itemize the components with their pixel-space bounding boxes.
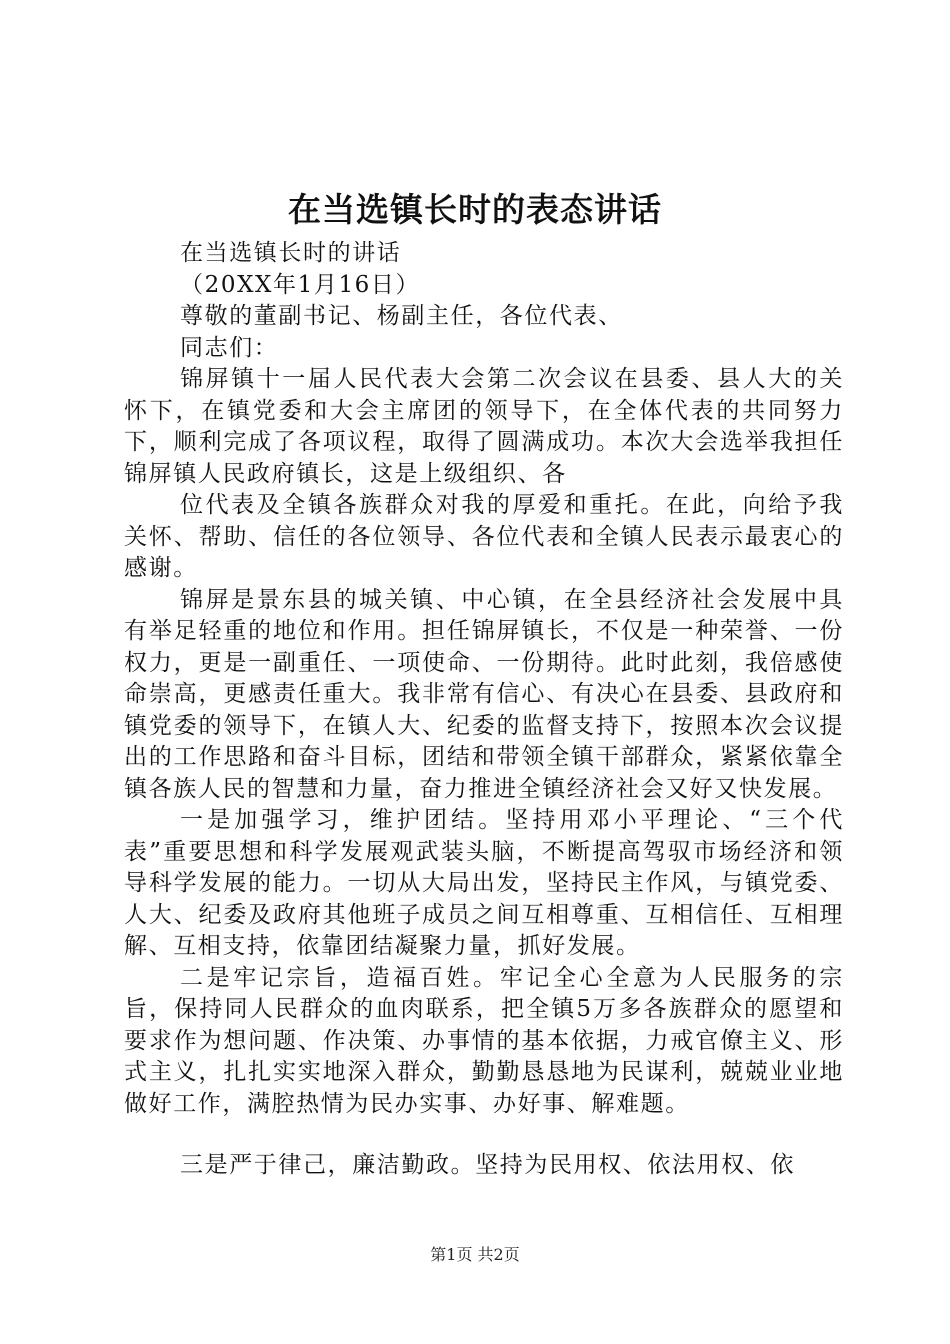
speech-date: （20XX年1月16日） [180, 271, 421, 298]
body-paragraph: 锦屏是景东县的城关镇、中心镇，在全县经济社会发展中具有举足轻重的地位和作用。担任锦屏镇长，不仅是一种荣誉、一份权力，更是一副重任、一项使命、一份期待。此时此刻，我倍感使命崇高，更感责任重大。我非常有信心、有决心在县委、县政府和镇党委的领导下，在镇人大、纪委的监督支持下，按照本次会议提出的工作思路和奋斗目标，团结和带领全镇干部群众，紧紧依靠全镇各族人民的智慧和力量，奋力推进全镇经济社会又好又快发展。 [124, 586, 844, 802]
body-paragraph: 锦屏镇十一届人民代表大会第二次会议在县委、县人大的关怀下，在镇党委和大会主席团的领导下，在全体代表的共同努力下，顺利完成了各项议程，取得了圆满成功。本次大会选举我担任锦屏镇人民政府镇长，这是上级组织、各 [124, 366, 844, 487]
salutation-line-2: 同志们： [180, 334, 279, 361]
body-paragraph: 二是牢记宗旨，造福百姓。牢记全心全意为人民服务的宗旨，保持同人民群众的血肉联系，把全镇5万多各族群众的愿望和要求作为想问题、作决策、办事情的基本依据，力戒官僚主义、形式主义，扎扎实实地深入群众，勤勤恳恳地为民谋利，兢兢业业地做好工作，满腔热情为民办实事、办好事、解难题。 [124, 964, 844, 1117]
body-paragraph: 一是加强学习，维护团结。坚持用邓小平理论、“三个代表”重要思想和科学发展观武装头脑，不断提高驾驭市场经济和领导科学发展的能力。一切从大局出发，坚持民主作风，与镇党委、人大、纪委及政府其他班子成员之间互相尊重、互相信任、互相理解、互相支持，依靠团结凝聚力量，抓好发展。 [124, 807, 844, 959]
salutation-line-1: 尊敬的董副书记、杨副主任，各位代表、 [180, 303, 623, 329]
document-body [124, 238, 844, 1182]
body-paragraph: 位代表及全镇各族群众对我的厚爱和重托。在此，向给予我关怀、帮助、信任的各位领导、各位代表和全镇人民表示最衷心的感谢。 [124, 492, 844, 581]
speech-subtitle: 在当选镇长时的讲话 [180, 240, 402, 266]
body-paragraph: 三是严于律己，廉洁勤政。坚持为民用权、依法用权、依 [180, 1152, 795, 1178]
document-title: 在当选镇长时的表态讲话 [288, 190, 662, 229]
page-number: 第1页 共2页 [430, 1245, 520, 1264]
